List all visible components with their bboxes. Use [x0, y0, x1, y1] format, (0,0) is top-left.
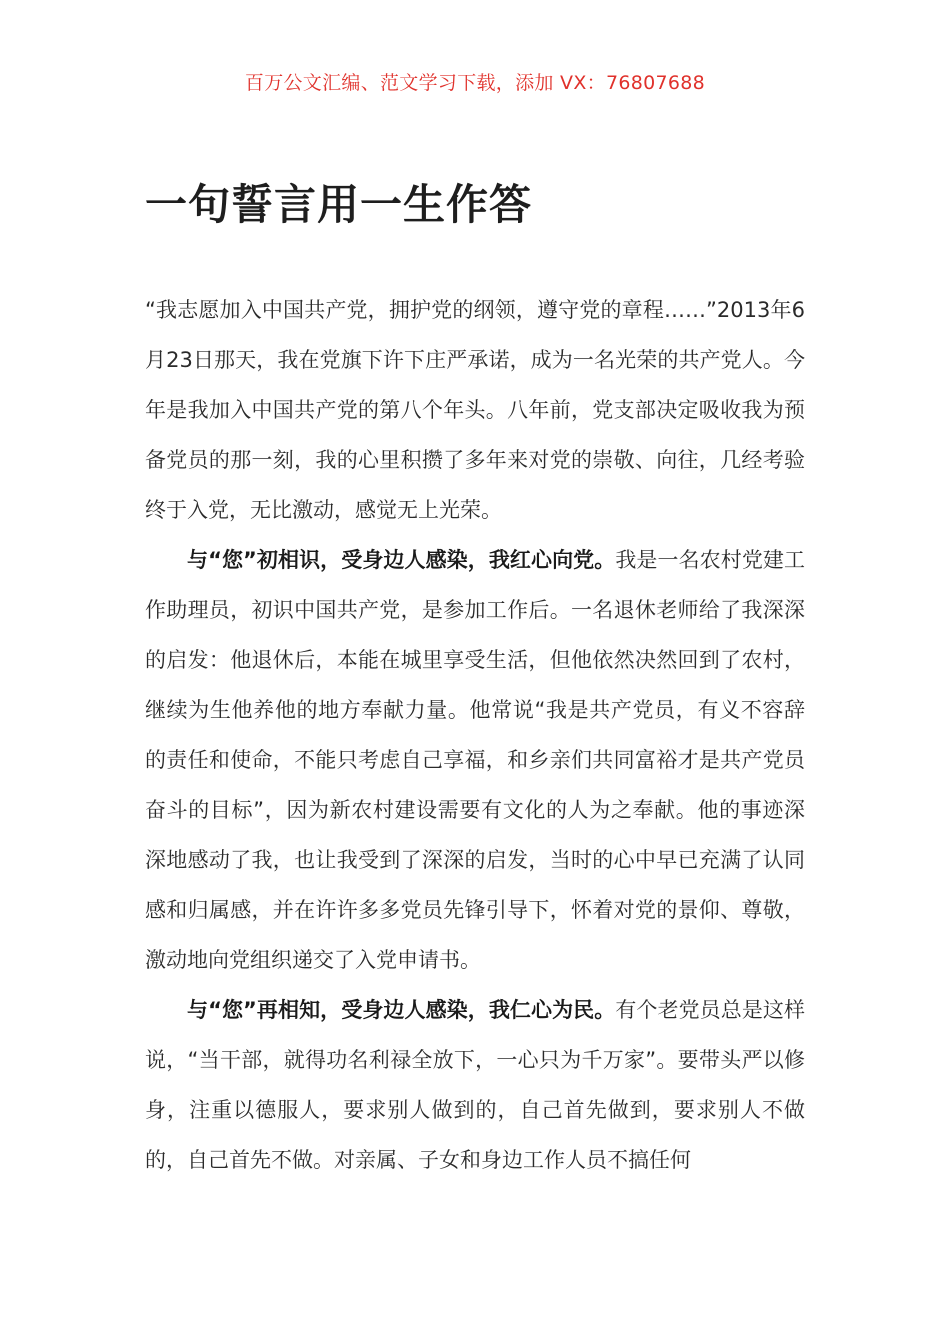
- paragraph-3-text: 有个老党员总是这样说，“当干部，就得功名利禄全放下，一心只为千万家”。要带头严以修身，注重以德服人，要求别人做到的，自己首先做到，要求别人不做的，自己首先不做。对亲属、子女和身边工作人员不搞任何: [145, 998, 806, 1172]
- paragraph-2-text: 我是一名农村党建工作助理员，初识中国共产党，是参加工作后。一名退休老师给了我深深的启发：他退休后，本能在城里享受生活，但他依然决然回到了农村，继续为生他养他的地方奉献力量。他常说“我是共产党员，有义不容辞的责任和使命，不能只考虑自己享福，和乡亲们共同富裕才是共产党员奋斗的目标”，因为新农村建设需要有文化的人为之奉献。他的事迹深深地感动了我，也让我受到了深深的启发，当时的心中早已充满了认同感和归属感，并在许许多多党员先锋引导下，怀着对党的景仰、尊敬，激动地向党组织递交了入党申请书。: [145, 548, 806, 972]
- header-watermark-note: 百万公文汇编、范文学习下载，添加 VX：76807688: [244, 72, 706, 94]
- paragraph-1: [145, 285, 805, 535]
- document-body: [145, 285, 805, 1185]
- paragraph-2-lead: 与“您”初相识，受身边人感染，我红心向党。: [187, 548, 616, 572]
- paragraph-2: [145, 535, 805, 985]
- paragraph-3-lead: 与“您”再相知，受身边人感染，我仁心为民。: [187, 998, 616, 1022]
- document-title: 一句誓言用一生作答: [145, 180, 533, 229]
- paragraph-1-text: “我志愿加入中国共产党，拥护党的纲领，遵守党的章程……”2013年6月23日那天，我在党旗下许下庄严承诺，成为一名光荣的共产党人。今年是我加入中国共产党的第八个年头。八年前，党支部决定吸收我为预备党员的那一刻，我的心里积攒了多年来对党的崇敬、向往，几经考验终于入党，无比激动，感觉无上光荣。: [145, 298, 805, 522]
- paragraph-3: [145, 985, 805, 1185]
